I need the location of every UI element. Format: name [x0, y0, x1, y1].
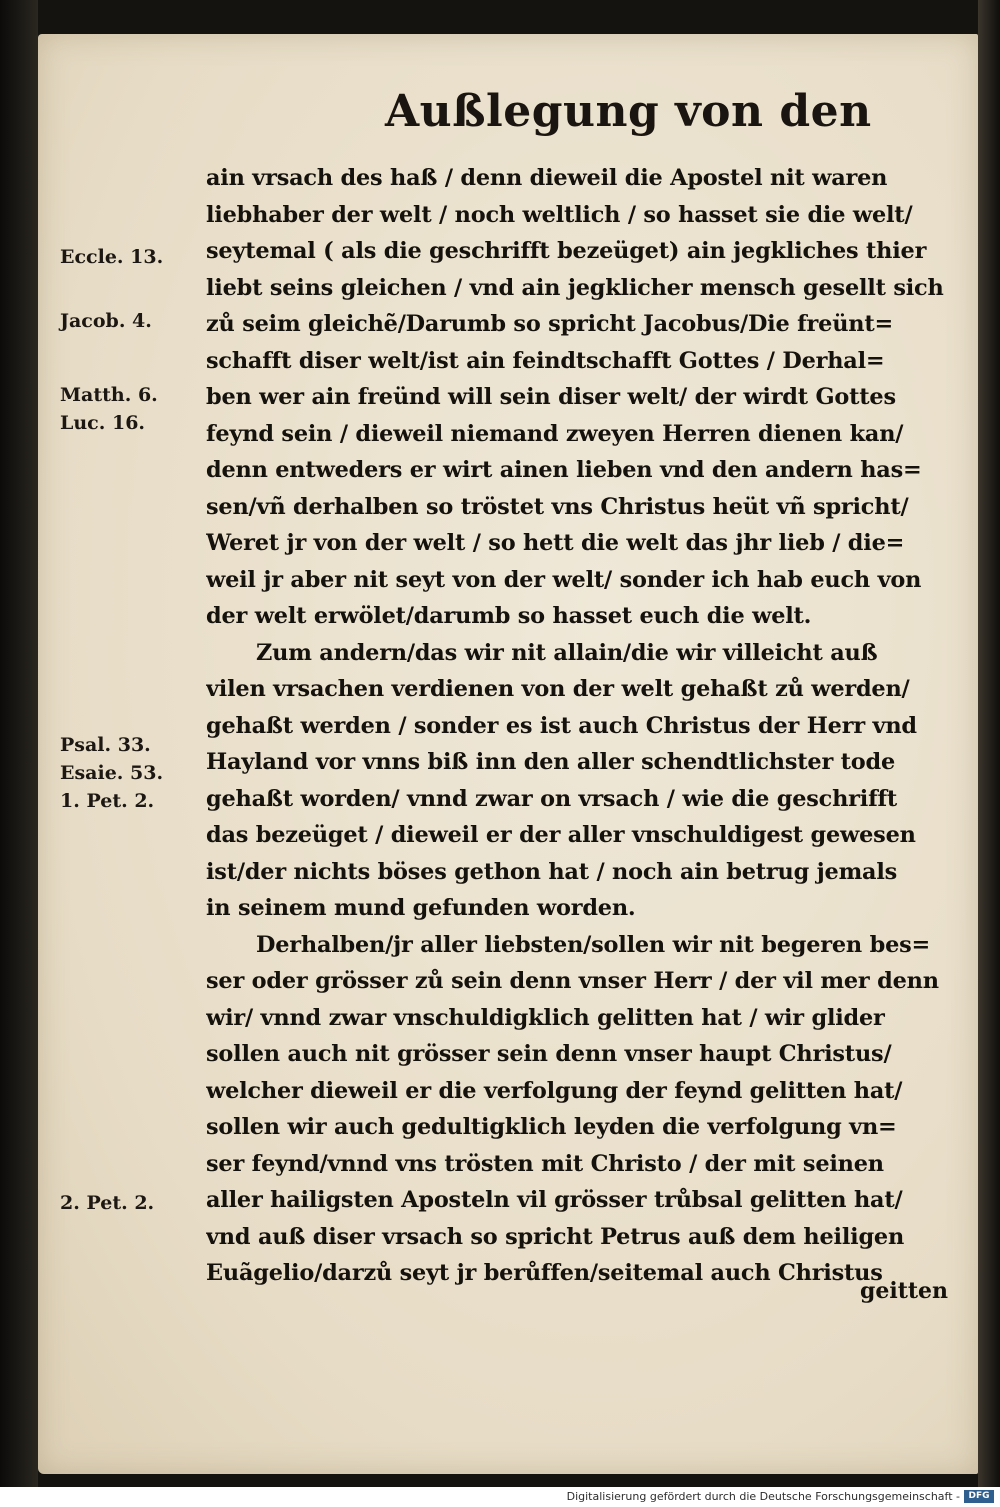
text-line: liebhaber der welt / noch weltlich / so hasset sie die welt/	[206, 201, 913, 228]
margin-note: Psal. 33.	[60, 734, 151, 756]
text-line: Hayland vor vnns biß inn den aller schendtlichster tode	[206, 749, 896, 775]
catchword: geitten	[860, 1278, 949, 1304]
text-line: denn entweders er wirt ainen lieben vnd den andern has=	[206, 457, 922, 483]
text-line: wir/ vnnd zwar vnschuldigklich gelitten hat / wir glider	[206, 1004, 885, 1031]
text-line: schafft diser welt/ist ain feindtschafft Gottes / Derhal=	[206, 347, 885, 374]
text-line: welcher dieweil er die verfolgung der feynd gelitten hat/	[206, 1077, 903, 1104]
text-line: Derhalben/jr aller liebsten/sollen wir nit begeren bes=	[256, 931, 931, 958]
margin-note: 2. Pet. 2.	[60, 1192, 155, 1214]
text-line: feynd sein / dieweil niemand zweyen Herren dienen kan/	[206, 420, 904, 447]
text-line: sen/vñ derhalben so tröstet vns Christus heüt vñ spricht/	[206, 493, 909, 520]
text-line: das bezeüget / dieweil er der aller vnschuldigest gewesen	[206, 822, 916, 848]
text-line: weil jr aber nit seyt von der welt/ sonder ich hab euch von	[206, 566, 922, 593]
text-line: ain vrsach des haß / denn dieweil die Apostel nit waren	[206, 165, 888, 191]
text-line: ben wer ain freünd will sein diser welt/ der wirdt Gottes	[206, 384, 896, 410]
margin-note: Luc. 16.	[60, 412, 146, 434]
dfg-logo-icon: DFG	[964, 1490, 994, 1503]
footer-credit: Digitalisierung gefördert durch die Deutsche Forschungsgemeinschaft -	[566, 1490, 960, 1503]
text-line: sollen auch nit grösser sein denn vnser haupt Christus/	[206, 1041, 892, 1067]
text-line: vnd auß diser vrsach so spricht Petrus auß dem heiligen	[206, 1223, 905, 1250]
text-line: Weret jr von der welt / so hett die welt das jhr lieb / die=	[206, 530, 905, 556]
text-line: gehaßt werden / sonder es ist auch Christus der Herr vnd	[206, 712, 917, 739]
text-line: seytemal ( als die geschrifft bezeüget) ain jegkliches thier	[206, 238, 927, 264]
text-line: liebt seins gleichen / vnd ain jegklicher mensch gesellt sich	[206, 274, 944, 301]
text-line: zů seim gleichẽ/Darumb so spricht Jacobus/Die freünt=	[206, 311, 894, 337]
binding-shadow	[0, 0, 38, 1487]
text-line: Euãgelio/darzů seyt jr berůffen/seitemal auch Christus	[206, 1260, 883, 1286]
page-edge	[978, 0, 1000, 1487]
text-line: Zum andern/das wir nit allain/die wir villeicht auß	[256, 639, 878, 666]
margin-note: Esaie. 53.	[60, 762, 164, 784]
text-line: ser oder grösser zů sein denn vnser Herr / der vil mer denn	[206, 968, 939, 994]
text-line: vilen vrsachen verdienen von der welt gehaßt zů werden/	[206, 676, 910, 702]
text-line: in seinem mund gefunden worden.	[206, 895, 636, 921]
margin-note: Eccle. 13.	[60, 246, 164, 268]
text-line: ser feynd/vnnd vns trösten mit Christo / der mit seinen	[206, 1150, 884, 1177]
text-line: der welt erwölet/darumb so hasset euch die welt.	[206, 603, 812, 629]
text-line: gehaßt worden/ vnnd zwar on vrsach / wie die geschrifft	[206, 785, 898, 812]
margin-note: 1. Pet. 2.	[60, 790, 155, 812]
footer-bar	[0, 1487, 1000, 1507]
margin-note: Jacob. 4.	[60, 310, 152, 332]
body-text	[206, 160, 966, 1292]
running-header: Außlegung von den	[385, 86, 872, 137]
text-line: aller hailigsten Aposteln vil grösser trůbsal gelitten hat/	[206, 1187, 903, 1213]
text-line: sollen wir auch gedultigklich leyden die verfolgung vn=	[206, 1114, 897, 1140]
text-line: ist/der nichts böses gethon hat / noch ain betrug jemals	[206, 858, 898, 885]
margin-note: Matth. 6.	[60, 384, 158, 406]
